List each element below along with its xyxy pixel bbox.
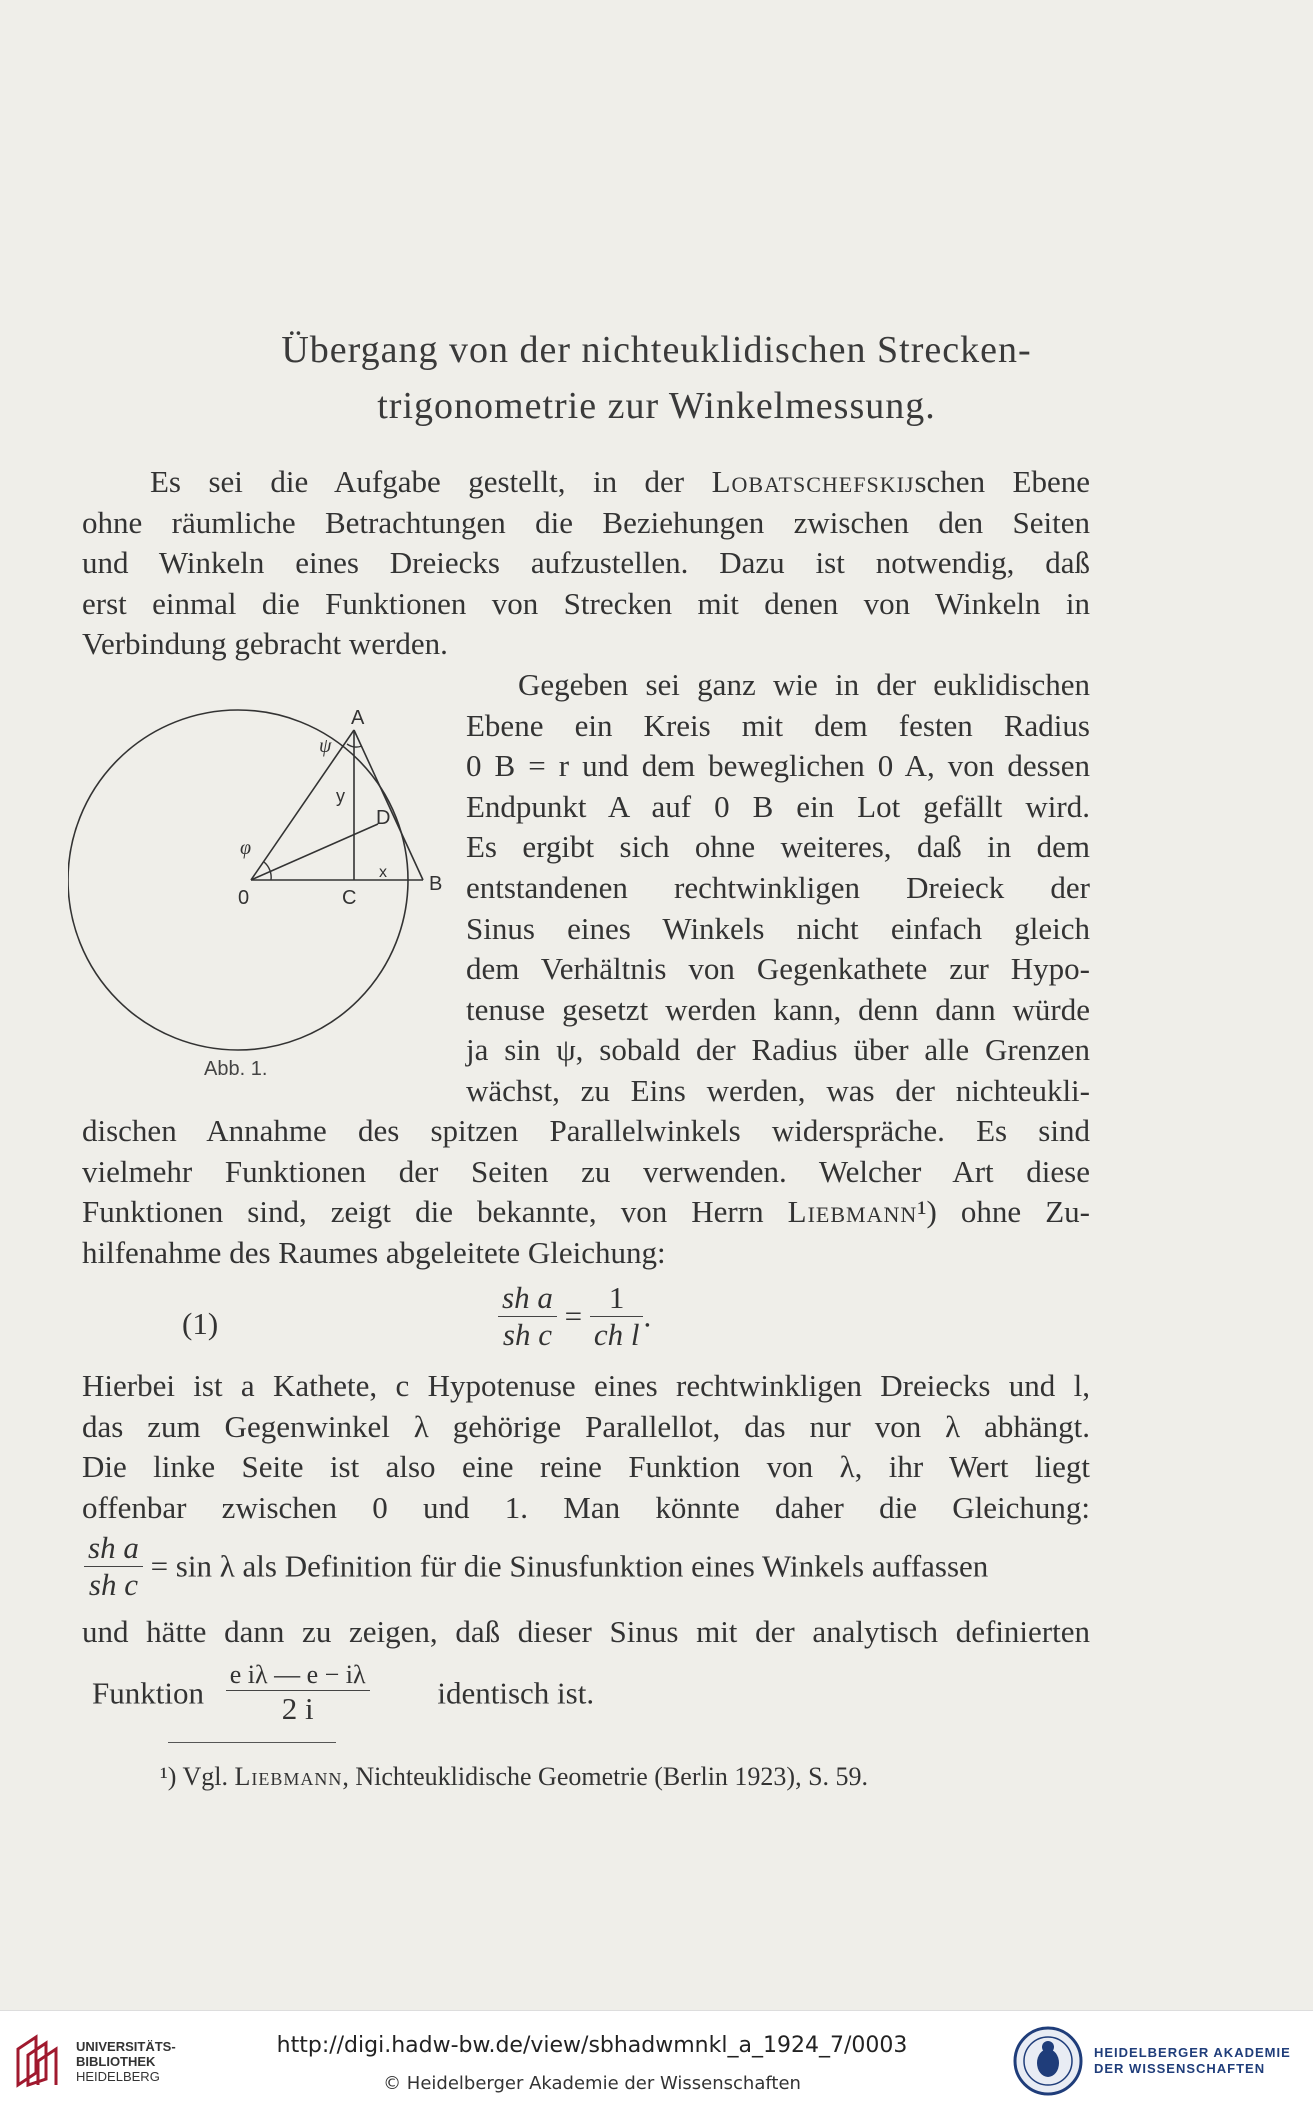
text-line: tenuse gesetzt werden kann, denn dann würde: [466, 991, 1090, 1027]
academy-name: HEIDELBERGER AKADEMIE DER WISSENSCHAFTEN: [1094, 2045, 1291, 2076]
label-a: A: [351, 707, 365, 729]
footer-bar: [0, 2010, 1313, 2107]
label-y: y: [336, 786, 345, 806]
text-line: vielmehr Funktionen der Seiten zu verwenden. Welcher Art diese: [82, 1153, 1090, 1189]
text-line: entstandenen rechtwinkligen Dreieck der: [466, 869, 1090, 905]
label-phi: φ: [240, 837, 252, 859]
equation-number: (1): [182, 1306, 219, 1341]
paragraph-2-column: [466, 665, 1090, 1112]
fraction-right: $\frac{1}{\text{ch l}}$: [590, 1280, 644, 1353]
text-line: offenbar zwischen 0 und 1. Man könnte daher die Gleichung:: [82, 1489, 1090, 1525]
text-line: Verbindung gebracht werden.: [82, 626, 448, 662]
text-line: hilfenahme des Raumes abgeleitete Gleichung:: [82, 1234, 666, 1270]
paragraph-3: [82, 1366, 1090, 1528]
text-line: und hätte dann zu zeigen, daß dieser Sinus mit der analytisch definierten: [82, 1614, 1090, 1649]
label-b: B: [429, 873, 443, 895]
footnote-rule: [168, 1742, 336, 1743]
label-c: C: [342, 887, 357, 909]
text-line: 0 B = r und dem beweglichen 0 A, von dessen: [466, 748, 1090, 784]
equation-2: $\frac{\text{sh a}}{\text{sh c}}$ = sin λ als Definition für die Sinusfunktion eines Winkels auffassen: [84, 1530, 988, 1603]
university-library-name: UNIVERSITÄTS- BIBLIOTHEK HEIDELBERG: [76, 2039, 176, 2084]
text-line: Hierbei ist a Kathete, c Hypotenuse eines rechtwinkligen Dreiecks und l,: [82, 1368, 1090, 1403]
text-line: ja sin ψ, sobald der Radius über alle Grenzen: [466, 1032, 1090, 1068]
label-psi: ψ: [319, 735, 332, 757]
fraction-sine: $\frac{\text{sh a}}{\text{sh c}}$: [84, 1530, 143, 1603]
academy-seal-logo-icon: [1012, 2025, 1084, 2097]
figure-caption: Abb. 1.: [204, 1058, 268, 1080]
text-line: das zum Gegenwinkel λ gehörige Parallellot, das nur von λ abhängt.: [82, 1408, 1090, 1444]
equation-1: $\frac{\text{sh a}}{\text{sh c}}$ = $\frac{1}{\text{ch l}}$ .: [498, 1280, 651, 1353]
text-line: ohne räumliche Betrachtungen die Beziehungen zwischen den Seiten: [82, 504, 1090, 540]
text-line: Endpunkt A auf 0 B ein Lot gefällt wird.: [466, 788, 1090, 824]
footnote: ¹) Vgl. Liebmann, Nichteuklidische Geometrie (Berlin 1923), S. 59.: [160, 1762, 869, 1791]
fraction-exponential: $\frac{\text{e iλ — e − iλ}}{2 i}$: [226, 1660, 370, 1727]
text-line: erst einmal die Funktionen von Strecken mit denen von Winkeln in: [82, 585, 1090, 621]
text-line: Die linke Seite ist also eine reine Funktion von λ, ihr Wert liegt: [82, 1449, 1090, 1485]
text-line: dem Verhältnis von Gegenkathete zur Hypo-: [466, 951, 1090, 987]
paragraph-2-continued: [82, 1111, 1090, 1273]
chord-ab: [354, 730, 423, 880]
equation-3: Funktion $\frac{\text{e iλ — e − iλ}}{2 i}$ identisch ist.: [92, 1660, 595, 1726]
text-line: Es sei die Aufgabe gestellt, in der Lobatschefskijschen Ebene: [150, 464, 1090, 499]
text-line: Gegeben sei ganz wie in der euklidischen: [518, 667, 1090, 702]
text-line: und Winkeln eines Dreiecks aufzustellen. Dazu ist notwendig, daß: [82, 545, 1090, 581]
text-line: Sinus eines Winkels nicht einfach gleich: [466, 910, 1090, 946]
paragraph-4: [82, 1612, 1090, 1653]
source-url-link[interactable]: http://digi.hadw-bw.de/view/sbhadwmnkl_a_1924_7/0003: [276, 2033, 908, 2058]
text-line: wächst, zu Eins werden, was der nichteukli-: [466, 1072, 1090, 1108]
paragraph-1: [82, 462, 1090, 665]
label-x: x: [379, 864, 387, 881]
angle-phi-arc: [264, 862, 271, 880]
copyright-notice: © Heidelberger Akademie der Wissenschaften: [383, 2073, 801, 2094]
title-line-2: trigonometrie zur Winkelmessung.: [377, 385, 936, 427]
text-line: dischen Annahme des spitzen Parallelwinkels widerspräche. Es sind: [82, 1113, 1090, 1148]
circle-figure: [68, 696, 448, 1052]
university-library-logo-icon: [14, 2033, 68, 2089]
label-o: 0: [238, 887, 250, 909]
title-line-1: Übergang von der nichteuklidischen Strecken-: [281, 329, 1032, 371]
text-line: Funktionen sind, zeigt die bekannte, von Herrn Liebmann¹) ohne Zu-: [82, 1194, 1091, 1230]
label-d: D: [376, 807, 391, 829]
fraction-left: $\frac{\text{sh a}}{\text{sh c}}$: [498, 1280, 557, 1353]
text-line: Es ergibt sich ohne weiteres, daß in dem: [466, 829, 1090, 865]
text-line: Ebene ein Kreis mit dem festen Radius: [466, 707, 1090, 743]
